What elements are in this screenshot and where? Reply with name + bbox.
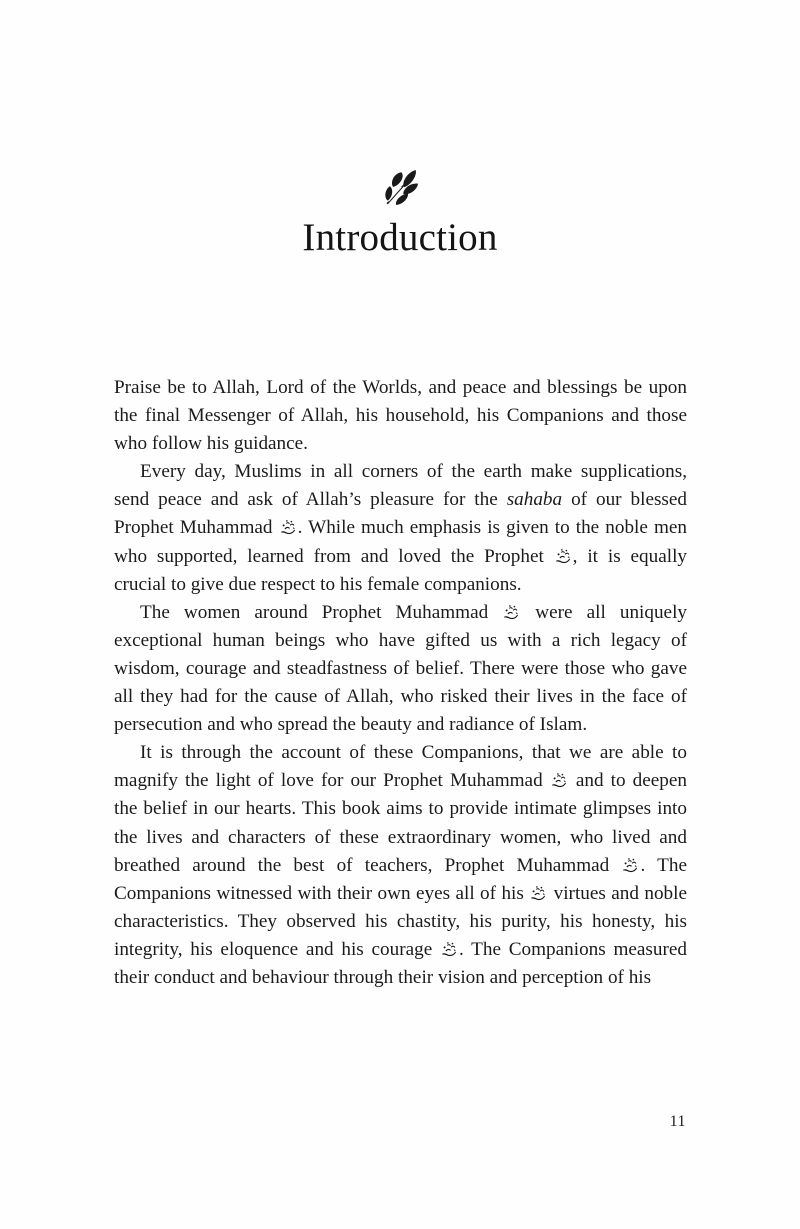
salawat-glyph-icon [555, 549, 572, 564]
chapter-ornament [0, 168, 800, 208]
salawat-glyph-icon [503, 605, 520, 620]
italic-term: sahaba [506, 489, 563, 511]
salawat-glyph-icon [441, 942, 458, 957]
paragraph-2: Every day, Muslims in all corners of the earth make supplications, send peace and ask of Allah’s pleasure for the sahaba of our blessed Prophet Muhammad . While much emphasis is given to the noble men who supported, learned from and loved the Prophet , it is equally crucial to give due respect to his female companions. [114, 461, 688, 595]
salawat-glyph-icon [551, 773, 568, 788]
salawat-glyph-icon [622, 858, 639, 873]
body-text-column [114, 374, 687, 992]
page-title: Introduction [302, 216, 498, 259]
salawat-glyph-icon [530, 886, 547, 901]
page-number: 11 [669, 1113, 686, 1130]
paragraph-1: Praise be to Allah, Lord of the Worlds, and peace and blessings be upon the final Messenger of Allah, his household, his Companions and those who follow his guidance. [114, 377, 687, 455]
salawat-glyph-icon [280, 520, 297, 535]
leaf-branch-ornament-icon [379, 168, 421, 208]
paragraph-3: The women around Prophet Muhammad were all uniquely exceptional human beings who have gifted us with a rich legacy of wisdom, courage and steadfastness of belief. There were those who gave all they had for the cause of Allah, who risked their lives in the face of persecution and who spread the beauty and radiance of Islam. [114, 601, 687, 736]
paragraph-4: It is through the account of these Companions, that we are able to magnify the light of love for our Prophet Muhammad and to deepen the belief in our hearts. This book aims to provide intimate glimpses into the lives and characters of these extraordinary women, who lived and breathed around the best of teachers, Prophet Muhammad . The Companions witnessed with their own eyes all of his virtues and noble characteristics. They observed his chastity, his purity, his honesty, his integrity, his eloquence and his courage . The Companions measured their conduct and behaviour through their vision and perception of his [114, 742, 687, 988]
